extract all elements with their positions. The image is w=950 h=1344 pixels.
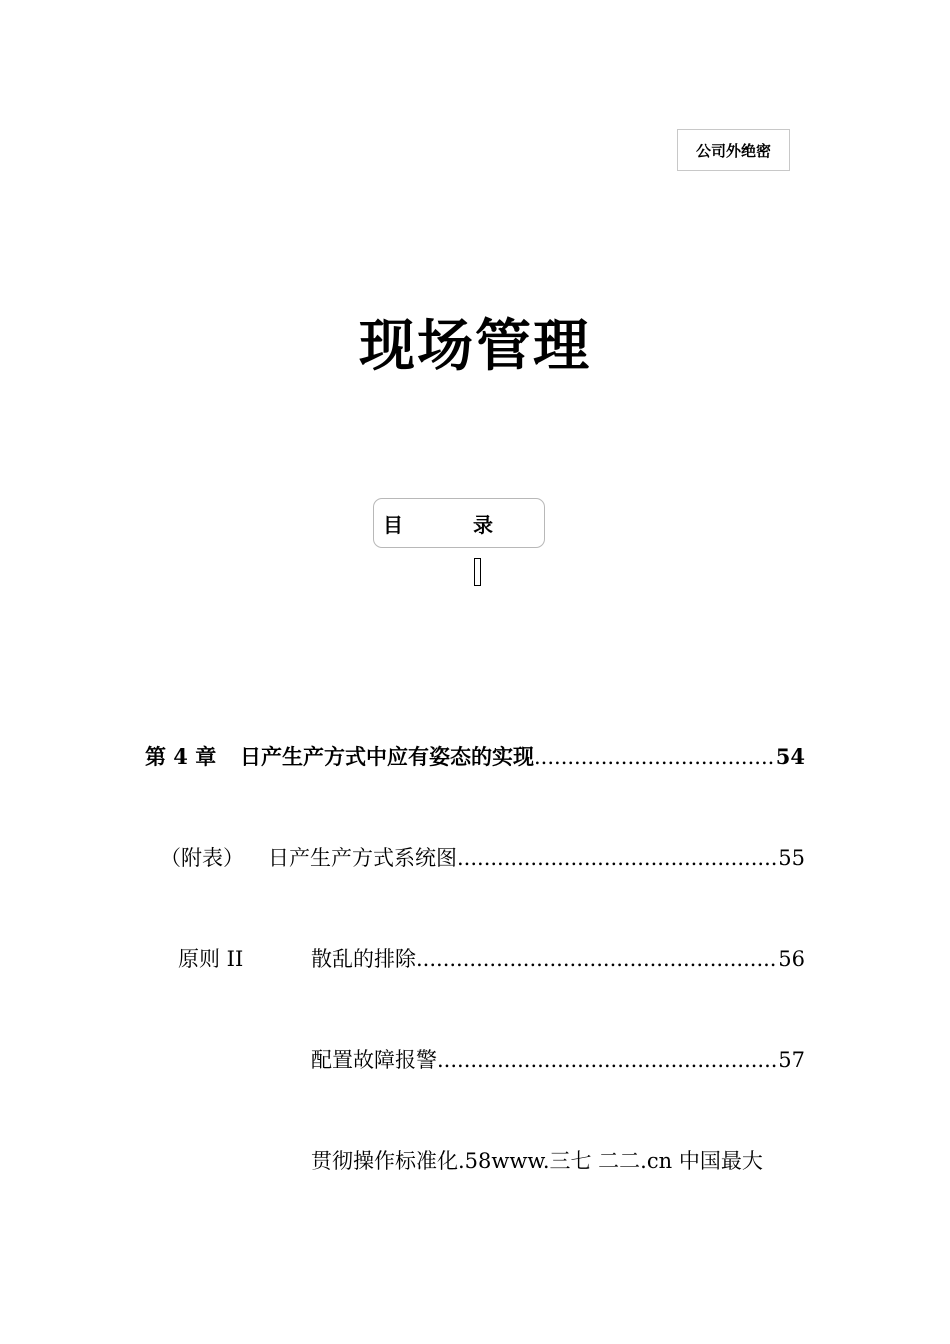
toc-leader-dots — [534, 745, 776, 769]
toc-entry-page: 56 — [778, 947, 805, 971]
toc-entry-title: 散乱的排除 — [311, 947, 416, 971]
toc-entry-title: 日产生产方式系统图 — [268, 846, 457, 870]
toc-entry-prefix: 第 4 章 — [145, 744, 217, 769]
toc-entry-page: 55 — [778, 846, 805, 870]
toc-entry-standardization[interactable] — [311, 1145, 811, 1175]
toc-heading-box — [373, 498, 545, 548]
toc-entry-fault-alarm[interactable] — [311, 1044, 805, 1074]
toc-leader-dots — [416, 947, 778, 971]
toc-entry-page: 54 — [775, 744, 805, 769]
toc-entry-principle-2[interactable] — [178, 943, 805, 973]
confidential-stamp: 公司外绝密 — [677, 129, 790, 171]
toc-heading-char-2: 录 — [473, 513, 493, 537]
toc-leader-dots — [457, 846, 778, 870]
toc-entry-title: 配置故障报警 — [311, 1048, 437, 1072]
toc-entry-title: 日产生产方式中应有姿态的实现 — [240, 744, 534, 769]
document-title: 现场管理 — [359, 314, 591, 379]
toc-entry-title: 贯彻操作标准化.58www.三七 二二.cn 中国最大 — [311, 1149, 763, 1173]
toc-entry-appendix[interactable] — [160, 842, 805, 872]
toc-entry-page: 57 — [778, 1048, 805, 1072]
toc-entry-prefix: 原则 II — [178, 947, 244, 971]
toc-entry-prefix: （附表） — [160, 846, 244, 870]
toc-heading-char-1: 目 — [383, 513, 403, 537]
toc-entry-chapter-4[interactable] — [145, 741, 805, 771]
toc-leader-dots — [437, 1048, 778, 1072]
text-cursor-mark — [474, 558, 481, 586]
